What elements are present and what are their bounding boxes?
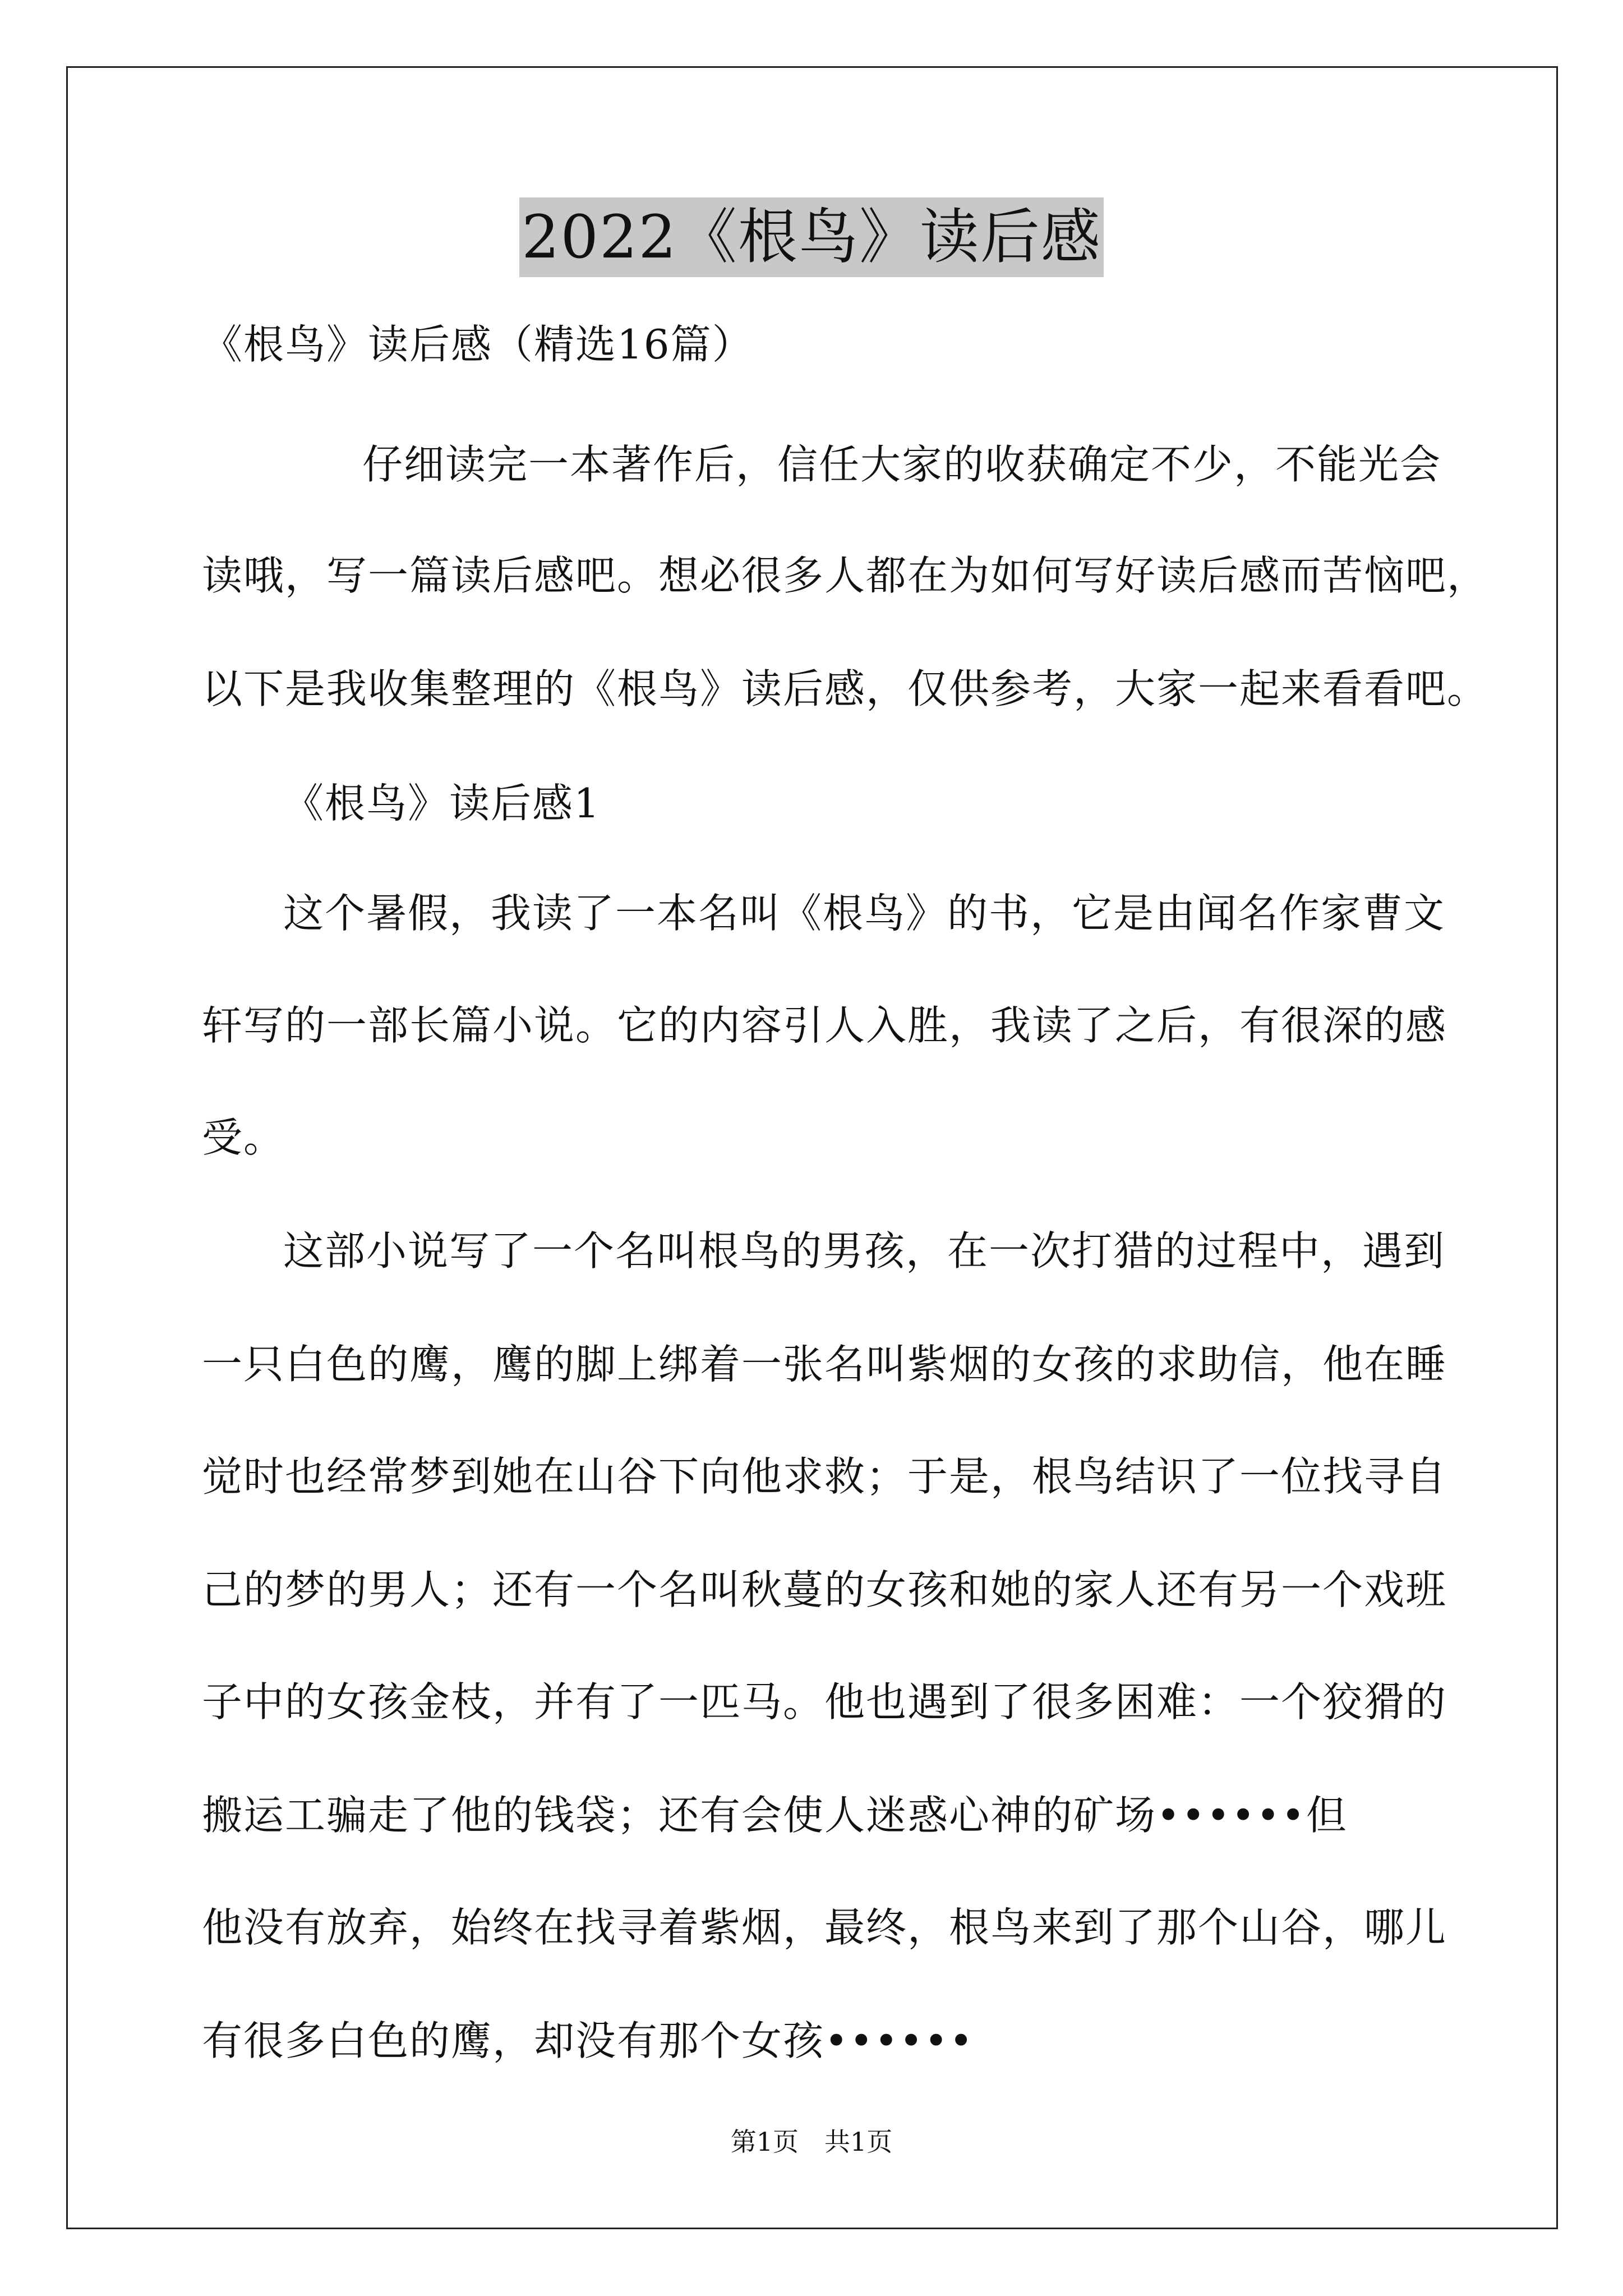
para2-line-8: 有很多白色的鹰，却没有那个女孩•••••• — [202, 2017, 974, 2064]
para2-line-5: 子中的女孩金枝，并有了一匹马。他也遇到了很多困难：一个狡猾的 — [202, 1678, 1447, 1726]
para2-line-4: 己的梦的男人；还有一个名叫秋蔓的女孩和她的家人还有另一个戏班 — [202, 1566, 1447, 1613]
para2-line-6: 搬运工骗走了他的钱袋；还有会使人迷惑心神的矿场••••••但 — [202, 1792, 1348, 1839]
para1-line-1: 这个暑假，我读了一本名叫《根鸟》的书，它是由闻名作家曹文 — [283, 890, 1446, 937]
intro-line-2: 读哦，写一篇读后感吧。想必很多人都在为如何写好读后感而苦恼吧， — [202, 552, 1489, 599]
page-footer: 第1页 共1页 — [730, 2127, 893, 2157]
title-container — [0, 197, 1623, 277]
para1-line-3: 受。 — [202, 1114, 285, 1161]
para2-line-3: 觉时也经常梦到她在山谷下向他求救；于是，根鸟结识了一位找寻自 — [202, 1453, 1447, 1500]
document-title: 2022《根鸟》读后感 — [519, 197, 1104, 277]
para1-line-2: 轩写的一部长篇小说。它的内容引人入胜，我读了之后，有很深的感 — [202, 1002, 1447, 1049]
para2-line-7: 他没有放弃，始终在找寻着紫烟，最终，根鸟来到了那个山谷，哪儿 — [202, 1904, 1447, 1951]
para2-line-1: 这部小说写了一个名叫根鸟的男孩，在一次打猎的过程中，遇到 — [283, 1227, 1446, 1274]
para2-line-2: 一只白色的鹰，鹰的脚上绑着一张名叫紫烟的女孩的求助信，他在睡 — [202, 1341, 1447, 1388]
intro-line-3: 以下是我收集整理的《根鸟》读后感，仅供参考，大家一起来看看吧。 — [202, 665, 1489, 712]
document-subtitle: 《根鸟》读后感（精选16篇） — [202, 321, 754, 368]
section-heading: 《根鸟》读后感1 — [283, 780, 601, 827]
intro-line-1: 仔细读完一本著作后，信任大家的收获确定不少，不能光会 — [362, 441, 1442, 488]
